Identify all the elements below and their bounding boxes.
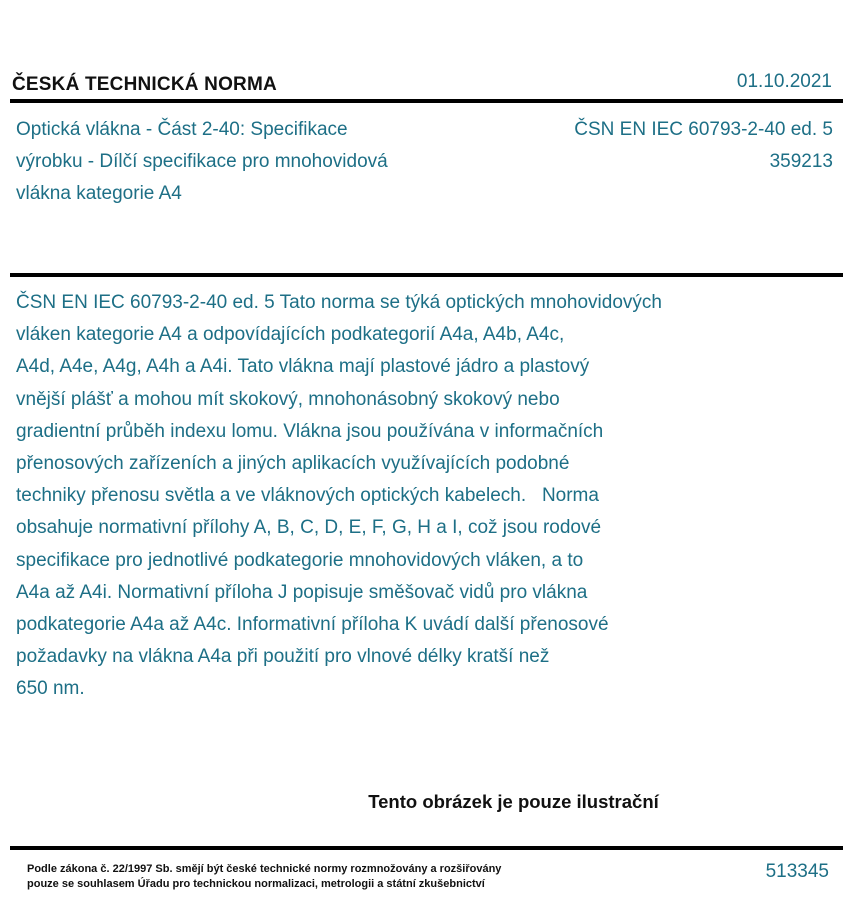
abstract bbox=[16, 287, 776, 706]
abstract-line: požadavky na vlákna A4a při použití pro vlnové délky kratší než bbox=[16, 646, 550, 668]
document-title bbox=[16, 114, 456, 210]
abstract-line: ČSN EN IEC 60793-2-40 ed. 5 Tato norma se týká optických mnohovidových bbox=[16, 292, 662, 313]
illustration-disclaimer: Tento obrázek je pouze ilustrační bbox=[368, 791, 659, 812]
header-rule bbox=[10, 99, 843, 103]
abstract-line: A4d, A4e, A4g, A4h a A4i. Tato vlákna mají plastové jádro a plastový bbox=[16, 356, 590, 378]
standard-identifier bbox=[574, 114, 833, 178]
abstract-line: A4a až A4i. Normativní příloha J popisuje směšovač vidů pro vlákna bbox=[16, 581, 588, 603]
abstract-line: gradientní průběh indexu lomu. Vlákna jsou používána v informačních bbox=[16, 420, 604, 442]
legal-notice-line: pouze se souhlasem Úřadu pro technickou normalizaci, metrologii a státní zkušebnictví bbox=[27, 878, 485, 890]
legal-notice-line: Podle zákona č. 22/1997 Sb. smějí být české technické normy rozmnožovány a rozšiřovány bbox=[27, 863, 502, 875]
standard-id: ČSN EN IEC 60793-2-40 ed. 5 bbox=[574, 119, 833, 140]
abstract-line: techniky přenosu světla a ve vláknových optických kabelech. Norma bbox=[16, 485, 599, 507]
section-rule bbox=[10, 273, 843, 277]
class-code: 359213 bbox=[769, 151, 833, 172]
footer-number: 513345 bbox=[765, 861, 829, 882]
document-title-line: výrobku - Dílčí specifikace pro mnohovidová bbox=[16, 151, 388, 172]
footer-rule bbox=[10, 846, 843, 850]
header-date: 01.10.2021 bbox=[736, 71, 832, 92]
header-title: ČESKÁ TECHNICKÁ NORMA bbox=[12, 74, 277, 95]
document-title-line: vlákna kategorie A4 bbox=[16, 183, 182, 204]
abstract-line: vnější plášť a mohou mít skokový, mnohonásobný skokový nebo bbox=[16, 388, 560, 410]
abstract-line: 650 nm. bbox=[16, 678, 85, 700]
abstract-line: vláken kategorie A4 a odpovídajících podkategorií A4a, A4b, A4c, bbox=[16, 324, 565, 346]
abstract-line: podkategorie A4a až A4c. Informativní příloha K uvádí další přenosové bbox=[16, 614, 609, 636]
abstract-line: obsahuje normativní přílohy A, B, C, D, E, F, G, H a I, což jsou rodové bbox=[16, 517, 602, 539]
legal-notice bbox=[27, 862, 501, 892]
abstract-line: specifikace pro jednotlivé podkategorie mnohovidových vláken, a to bbox=[16, 549, 584, 571]
document-title-line: Optická vlákna - Část 2-40: Specifikace bbox=[16, 119, 348, 140]
abstract-line: přenosových zařízeních a jiných aplikacích využívajících podobné bbox=[16, 453, 570, 475]
